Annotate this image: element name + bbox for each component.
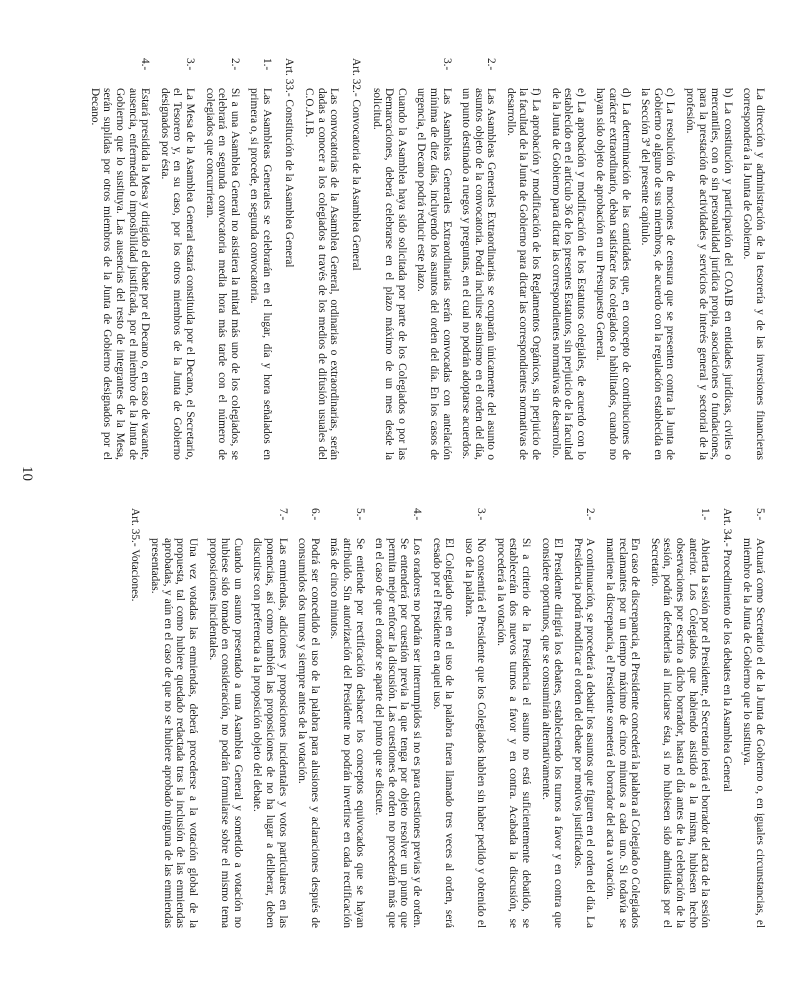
- list-item-3: [415, 58, 453, 460]
- list-item-34-1: [648, 508, 711, 928]
- item-text: Estará presidida la Mesa y dirigido el debate por el Decano o, en caso de vacante, ausencia, enfermedad o imposibilidad justificada, por el miembro de la Junta de Gobierno que lo sustituya. Las ausencias del resto de integrantes de la Mesa, serán suplidas por otros miembros de la Junta de Gobierno designados por el Decano.: [88, 88, 152, 460]
- item-number: 4.-: [139, 58, 152, 71]
- item-number: 2.-: [485, 58, 498, 71]
- item-text: Se entiende por rectificación deshacer los conceptos equivocados que se hayan atribuido. Sin autorización del Presidente no podrán invertirse en cada rectificación más de cinco minutos.: [328, 538, 366, 928]
- right-column: [119, 508, 766, 928]
- item-34-2-continuation: Si a criterio de la Presidencia el asunto no está suficientemente debatido, se establecerán dos nuevos turnos a favor y en contra. Acabada la discusión, se procederá a la votación.: [494, 538, 533, 928]
- list-item-33-2: [203, 58, 241, 460]
- item-number: 2.-: [228, 58, 241, 71]
- list-item-34-4: [373, 508, 423, 928]
- item-number: 2.-: [584, 508, 597, 521]
- article-34-heading: Art. 34.- Procedimiento de los debates en la Asamblea General: [720, 508, 733, 792]
- item-34-7-continuation: Una vez votadas las enmiendas, deberá procederse a la votación global de la propuesta, tal como hubiere quedado redactada tras la inclusión de las enmiendas aprobadas, y aún en el caso de que no se hubiere aprobado ninguna de las enmiendas presentadas.: [149, 538, 200, 928]
- item-text: Las enmiendas, adiciones y proposiciones incidentales y votos particulares en las ponencias, así como también las proposiciones de no ha lugar a deliberar, deben discutirse con preferencia a la proposición objeto del debate.: [251, 538, 289, 928]
- paragraph-e: e) La aprobación y modificación de los Estatutos colegiales, de acuerdo con lo establecido en el artículo 36 de los presentes Estatutos, sin perjuicio de la facultad de la Junta de Gobierno para dictar las correspondientes normativas de desarrollo.: [549, 88, 587, 460]
- item-text: Los oradores no podrán ser interrumpidos si no es para cuestiones previas y de orden. Se entenderá por cuestión previa la que tenga por objeto resolver un punto que permita mejor enfocar la discusión. Las cuestiones de orden no procederán más que en el caso de que el orador se aparte del punto que se discute.: [373, 538, 423, 928]
- item-text: Podrá ser concedido el uso de la palabra para alusiones y aclaraciones después de consumidos dos turnos y siempre antes de la votación.: [296, 538, 321, 928]
- article-33-heading: Art. 33.- Constitución de la Asamblea General: [282, 58, 295, 268]
- list-item-34-3: [462, 508, 487, 928]
- item-34-2-continuation: El Presidente dirigirá los debates, estableciendo los turnos a favor y en contra que considere oportunos, que se consumirán alternativamente.: [539, 538, 565, 928]
- list-item-33-3: [158, 58, 196, 460]
- item-text: Si a una Asamblea General no asistiera la mitad más uno de los colegiados, se celebrará en segunda convocatoria media hora más tarde con el número de colegiados que concurrieran.: [203, 88, 241, 460]
- article-32-text: Las convocatorias de la Asamblea General, ordinarias o extraordinarias, serán dadas a conocer a los colegiados a través de los medios de difusión usuales del C.O.A.I.B.: [303, 88, 341, 460]
- page-number: 10: [19, 466, 35, 481]
- item-34-7-continuation: Cuando un asunto presentado a una Asamblea General y sometido a votación no hubiese sido tomado en consideración, no podrán formularse sobre el mismo tema proposiciones incidentales.: [206, 538, 244, 928]
- item-number: 4.-: [410, 508, 423, 521]
- list-item-34-2: [571, 508, 596, 928]
- article-35-heading: Art. 35.- Votaciones.: [128, 508, 141, 602]
- item-text: Las Asambleas Generales Extraordinarias se ocuparán únicamente del asunto o asuntos objeto de la convocatoria. Podrá incluirse asimismo en el orden del día, un punto destinado a ruegos y preguntas, en el cual no podrán adoptarse acuerdos.: [460, 88, 498, 460]
- paragraph-d: d) La determinación de las cantidades que, en concepto de contribuciones de carácter extraordinario, deban satisfacer los colegiados o habilitados, cuando no hayan sido objeto de aprobación en un Presupuesto General.: [594, 88, 632, 460]
- left-column: [81, 58, 766, 460]
- list-item-34-7: [251, 508, 289, 928]
- list-item-34-5: [328, 508, 366, 928]
- item-text: Actuará como Secretario el de la Junta de Gobierno o, en iguales circunstancias, el miembro de la Junta de Gobierno que lo sustituya.: [741, 538, 766, 928]
- list-item-2: [460, 58, 498, 460]
- item-number: 3.-: [475, 508, 488, 521]
- item-number: 5.-: [754, 508, 766, 521]
- item-34-3-continuation: El Colegiado que en el uso de la palabra fuera llamado tres veces al orden, será cesado por el Presidente en aquel uso.: [430, 538, 456, 928]
- item-text: La Mesa de la Asamblea General estará constituida por el Decano, el Secretario, el Tesorero y, en su caso, por los otros miembros de la Junta de Gobierno designados por ésta.: [158, 88, 197, 460]
- list-item-33-4: [88, 58, 151, 460]
- item-number: 3.-: [184, 58, 197, 71]
- item-text: A continuación, se procederá a debatir los asuntos que figuren en el orden del día. La Presidencia podrá modificar el orden del debate por motivos justificados.: [571, 538, 597, 928]
- item-text: No consentirá el Presidente que los Colegiados hablen sin haber pedido y obtenido el uso de la palabra.: [462, 538, 488, 928]
- item-number: 1.-: [699, 508, 712, 521]
- item-text: Las Asambleas Generales se celebrarán en el lugar, día y hora señalados en primera o, si procede, en segunda convocatoria.: [248, 88, 273, 460]
- item-34-1-continuation: En caso de discrepancia, el Presidente concederá la palabra al Colegiado o Colegiados reclamantes por un tiempo máximo de cinco minutos a cada uno. Si todavía se mantiene la discrepancia, el Presidente someterá el borrador del acta a votación.: [604, 538, 642, 928]
- item-text: Abierta la sesión por el Presidente, el Secretario leerá el borrador del acta de la sesión anterior. Los Colegiados que habiendo asistido a la misma, hubiesen hecho observaciones por escrito a dicho borrador, hasta el día antes de la celebración de la sesión, podrán defenderlas al iniciarse ésta, si no hubiesen sido admitidas por el Secretario.: [648, 538, 712, 928]
- list-item-34-6: [296, 508, 321, 928]
- item-3-continuation: Cuando la Asamblea haya sido solicitada por parte de los Colegiados o por las Demarcaciones, deberá celebrarse en el plazo máximo de un mes desde la solicitud.: [370, 88, 408, 460]
- item-number: 7.-: [276, 508, 289, 521]
- item-text: Las Asambleas Generales Extraordinarias serán convocadas con antelación mínima de diez días, incluyendo los asuntos del orden del día. En los casos de urgencia, el Decano podrá reducir este plazo.: [415, 88, 453, 460]
- item-number: 5.-: [353, 508, 366, 521]
- paragraph-c: c) La resolución de mociones de censura que se presenten contra la Junta de Gobierno o alguno de sus miembros, de acuerdo con la regulación establecida en la Sección 3ª del presente capítulo.: [639, 88, 677, 460]
- paragraph-b: b) La constitución y participación del COAIB en entidades jurídicas, civiles o mercantiles, con o sin personalidad jurídica propia, asociaciones o fundaciones, para la prestación de actividades y servicios de interés general y sectorial de la profesión.: [684, 88, 734, 460]
- item-number: 1.-: [261, 58, 273, 71]
- paragraph-f: f) La aprobación y modificación de los Reglamentos Orgánicos, sin perjuicio de la facultad de la Junta de Gobierno para dictar las correspondientes normativas de desarrollo.: [504, 88, 543, 460]
- list-item-33-5: [741, 508, 766, 928]
- article-32-heading: Art. 32.- Convocatoria de la Asamblea General: [349, 58, 362, 271]
- list-item-33-1: [248, 58, 273, 460]
- paragraph-intro: La dirección y administración de la tesorería y de las inversiones financieras corresponderá a la Junta de Gobierno.: [741, 88, 766, 460]
- item-number: 3.-: [440, 58, 453, 71]
- item-number: 6.-: [308, 508, 321, 521]
